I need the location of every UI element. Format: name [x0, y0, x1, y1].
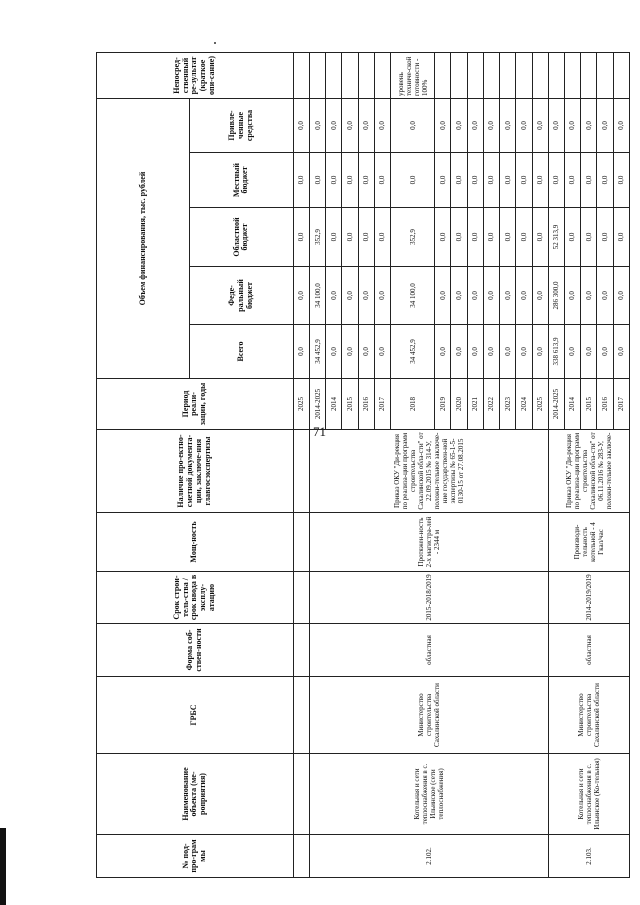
- result-cell: [548, 53, 564, 99]
- attracted-cell: 0,0: [326, 99, 342, 153]
- local-cell: 0,0: [483, 153, 499, 208]
- row-number-cell: 2.102.: [309, 835, 548, 878]
- total-cell: 0,0: [374, 325, 390, 379]
- federal-cell: 0,0: [467, 267, 483, 325]
- regional-cell: 0,0: [467, 208, 483, 267]
- regional-cell: 0,0: [516, 208, 532, 267]
- total-cell: 0,0: [435, 325, 451, 379]
- result-cell: [374, 53, 390, 99]
- total-cell: 338 613,9: [548, 325, 564, 379]
- local-cell: 0,0: [564, 153, 580, 208]
- federal-cell: 0,0: [435, 267, 451, 325]
- term-cell: 2014-2019/2019: [548, 572, 629, 624]
- local-cell: 0,0: [358, 153, 374, 208]
- header-period: Период реали-зации, годы: [97, 379, 294, 430]
- total-cell: 0,0: [483, 325, 499, 379]
- regional-cell: 0,0: [374, 208, 390, 267]
- local-cell: 0,0: [342, 153, 358, 208]
- federal-cell: 0,0: [613, 267, 629, 325]
- period-cell: 2021: [467, 379, 483, 430]
- result-cell: [342, 53, 358, 99]
- regional-cell: 352,9: [309, 208, 325, 267]
- result-cell: [467, 53, 483, 99]
- period-cell: 2017: [613, 379, 629, 430]
- total-cell: 0,0: [581, 325, 597, 379]
- federal-cell: 0,0: [293, 267, 309, 325]
- local-cell: 0,0: [516, 153, 532, 208]
- federal-cell: 0,0: [326, 267, 342, 325]
- table-row: [548, 53, 564, 878]
- result-cell: [564, 53, 580, 99]
- empty-cell: [293, 624, 309, 677]
- ownership-cell: областная: [548, 624, 629, 677]
- period-cell: 2019: [435, 379, 451, 430]
- period-cell: 2023: [500, 379, 516, 430]
- result-cell: [358, 53, 374, 99]
- total-cell: 0,0: [293, 325, 309, 379]
- result-cell: [293, 53, 309, 99]
- federal-cell: 0,0: [358, 267, 374, 325]
- total-cell: 0,0: [467, 325, 483, 379]
- local-cell: 0,0: [309, 153, 325, 208]
- attracted-cell: 0,0: [374, 99, 390, 153]
- attracted-cell: 0,0: [342, 99, 358, 153]
- empty-cell: [293, 513, 309, 572]
- federal-cell: 0,0: [500, 267, 516, 325]
- local-cell: 0,0: [374, 153, 390, 208]
- header-ownership: Форма соб-ствен-ности: [97, 624, 294, 677]
- empty-cell: [293, 677, 309, 754]
- result-cell: [532, 53, 548, 99]
- attracted-cell: 0,0: [483, 99, 499, 153]
- header-name: Наименование объекта (ме-роприятия): [97, 754, 294, 835]
- period-cell: 2014: [564, 379, 580, 430]
- result-cell: [613, 53, 629, 99]
- local-cell: 0,0: [467, 153, 483, 208]
- result-cell: [309, 53, 325, 99]
- federal-cell: 0,0: [374, 267, 390, 325]
- result-cell: [435, 53, 451, 99]
- regional-cell: 0,0: [342, 208, 358, 267]
- docs-cell: Приказ ОКУ "Ди-рекция по реализа-ции программ строительства Сахалинской обла-сти" от 22.09.2015 № 314-У, положи-тельное заключе-ние государствен-ной экспертизы № 65-1-5-0130-15 от 27.08.2015: [309, 430, 548, 513]
- total-cell: 0,0: [597, 325, 613, 379]
- regional-cell: 0,0: [451, 208, 467, 267]
- page-number: 71: [313, 424, 326, 439]
- period-cell: 2025: [532, 379, 548, 430]
- period-cell: 2022: [483, 379, 499, 430]
- total-cell: 34 452,9: [309, 325, 325, 379]
- local-cell: 0,0: [293, 153, 309, 208]
- total-cell: 0,0: [358, 325, 374, 379]
- header-local: Местный бюджет: [189, 153, 293, 208]
- period-cell: 2014-2025: [309, 379, 325, 430]
- federal-cell: 0,0: [564, 267, 580, 325]
- header-regional: Областной бюджет: [189, 208, 293, 267]
- header-total: Всего: [189, 325, 293, 379]
- header-grbs: ГРБС: [97, 677, 294, 754]
- total-cell: 0,0: [564, 325, 580, 379]
- regional-cell: 0,0: [613, 208, 629, 267]
- attracted-cell: 0,0: [390, 99, 434, 153]
- federal-cell: 0,0: [516, 267, 532, 325]
- attracted-cell: 0,0: [358, 99, 374, 153]
- total-cell: 0,0: [342, 325, 358, 379]
- object-name-cell: Котельная и сети теплоснабжения в с. Ильинское (Ко-тельная): [548, 754, 629, 835]
- header-attracted: Привле-ченные средства: [189, 99, 293, 153]
- header-funding-group: Объем финансирования, тыс. рублей: [97, 99, 190, 379]
- header-result: Непосред-ственный ре-зультат (краткое опи-сание): [97, 53, 294, 99]
- attracted-cell: 0,0: [516, 99, 532, 153]
- result-cell: [597, 53, 613, 99]
- regional-cell: 0,0: [435, 208, 451, 267]
- local-cell: 0,0: [548, 153, 564, 208]
- attracted-cell: 0,0: [548, 99, 564, 153]
- federal-cell: 0,0: [532, 267, 548, 325]
- empty-cell: [293, 754, 309, 835]
- regional-cell: 0,0: [483, 208, 499, 267]
- local-cell: 0,0: [581, 153, 597, 208]
- regional-cell: 0,0: [581, 208, 597, 267]
- scan-speck: [214, 42, 216, 44]
- period-cell: 2015: [342, 379, 358, 430]
- attracted-cell: 0,0: [613, 99, 629, 153]
- federal-cell: 0,0: [483, 267, 499, 325]
- table-row: [309, 53, 325, 878]
- rotated-table-container: [96, 53, 630, 878]
- regional-cell: 0,0: [532, 208, 548, 267]
- object-name-cell: Котельная и сети теплоснабжения в с. Ильинское (сети теплоснабжения): [309, 754, 548, 835]
- regional-cell: 0,0: [564, 208, 580, 267]
- period-cell: 2020: [451, 379, 467, 430]
- header-federal: Феде-ральный бюджет: [189, 267, 293, 325]
- period-cell: 2014: [326, 379, 342, 430]
- local-cell: 0,0: [326, 153, 342, 208]
- local-cell: 0,0: [435, 153, 451, 208]
- local-cell: 0,0: [500, 153, 516, 208]
- federal-cell: 0,0: [451, 267, 467, 325]
- federal-cell: 0,0: [597, 267, 613, 325]
- result-cell: [483, 53, 499, 99]
- header-num: № под-про-грам мы: [97, 835, 294, 878]
- attracted-cell: 0,0: [564, 99, 580, 153]
- attracted-cell: 0,0: [581, 99, 597, 153]
- table-row: [293, 53, 309, 878]
- empty-cell: [293, 572, 309, 624]
- result-cell: [581, 53, 597, 99]
- period-cell: 2015: [581, 379, 597, 430]
- attracted-cell: 0,0: [293, 99, 309, 153]
- regional-cell: 0,0: [500, 208, 516, 267]
- attracted-cell: 0,0: [467, 99, 483, 153]
- period-cell: 2016: [597, 379, 613, 430]
- period-cell: 2017: [374, 379, 390, 430]
- docs-cell: Приказ ОКУ "Ди-рекция по реализа-ции программ строительства Сахалинской обла-сти" от 06.11.2016 № 283-У, положи-тельное заключе-: [548, 430, 629, 513]
- regional-cell: 352,9: [390, 208, 434, 267]
- total-cell: 34 452,9: [390, 325, 434, 379]
- header-capacity: Мощ-ность: [97, 513, 294, 572]
- regional-cell: 0,0: [597, 208, 613, 267]
- term-cell: 2015-2018/2019: [309, 572, 548, 624]
- ownership-cell: областная: [309, 624, 548, 677]
- regional-cell: 0,0: [326, 208, 342, 267]
- capacity-cell: Производи-тельность котельной - 4 Гкал/час: [548, 513, 629, 572]
- result-cell: уровень техниче-ской готовности - 100%: [390, 53, 434, 99]
- federal-cell: 0,0: [581, 267, 597, 325]
- regional-cell: 52 313,9: [548, 208, 564, 267]
- period-cell: 2016: [358, 379, 374, 430]
- header-docs: Наличие про-ектно-сметной документа-ции, заключе-ния главгосэкспертизы: [97, 430, 294, 513]
- period-cell: 2018: [390, 379, 434, 430]
- local-cell: 0,0: [597, 153, 613, 208]
- result-cell: [500, 53, 516, 99]
- period-cell: 2024: [516, 379, 532, 430]
- header-row-1: [97, 53, 190, 878]
- attracted-cell: 0,0: [500, 99, 516, 153]
- period-cell: 2014-2025: [548, 379, 564, 430]
- row-number-cell: 2.103.: [548, 835, 629, 878]
- local-cell: 0,0: [390, 153, 434, 208]
- regional-cell: 0,0: [293, 208, 309, 267]
- attracted-cell: 0,0: [532, 99, 548, 153]
- total-cell: 0,0: [613, 325, 629, 379]
- result-cell: [326, 53, 342, 99]
- federal-cell: 34 100,0: [390, 267, 434, 325]
- result-cell: [516, 53, 532, 99]
- attracted-cell: 0,0: [451, 99, 467, 153]
- grbs-cell: Министерство строительства Сахалинской области: [309, 677, 548, 754]
- attracted-cell: 0,0: [435, 99, 451, 153]
- attracted-cell: 0,0: [597, 99, 613, 153]
- scan-edge-mark: [0, 828, 6, 905]
- local-cell: 0,0: [532, 153, 548, 208]
- period-cell: 2025: [293, 379, 309, 430]
- local-cell: 0,0: [613, 153, 629, 208]
- total-cell: 0,0: [516, 325, 532, 379]
- total-cell: 0,0: [532, 325, 548, 379]
- empty-cell: [293, 430, 309, 513]
- total-cell: 0,0: [451, 325, 467, 379]
- federal-cell: 286 300,0: [548, 267, 564, 325]
- federal-cell: 0,0: [342, 267, 358, 325]
- program-objects-table: [96, 52, 630, 878]
- empty-cell: [293, 835, 309, 878]
- attracted-cell: 0,0: [309, 99, 325, 153]
- federal-cell: 34 100,0: [309, 267, 325, 325]
- local-cell: 0,0: [451, 153, 467, 208]
- total-cell: 0,0: [500, 325, 516, 379]
- regional-cell: 0,0: [358, 208, 374, 267]
- total-cell: 0,0: [326, 325, 342, 379]
- header-term: Срок строи-тель-ства / срок ввода в эксплу-атацию: [97, 572, 294, 624]
- result-cell: [451, 53, 467, 99]
- grbs-cell: Министерство строительства Сахалинской области: [548, 677, 629, 754]
- capacity-cell: Протяжен-ность 2-х магистра-лей - 2344 м: [309, 513, 548, 572]
